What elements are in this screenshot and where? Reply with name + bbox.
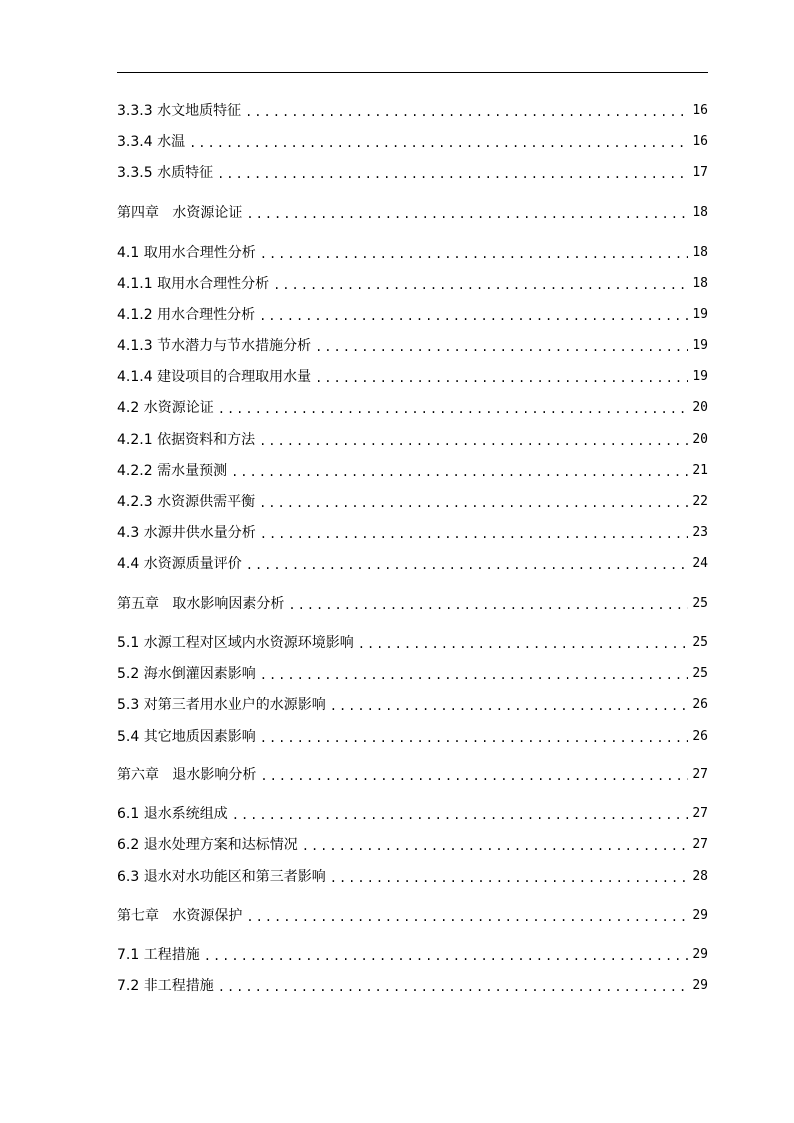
toc-dot-leader — [288, 596, 688, 614]
toc-entry-page: 22 — [692, 494, 708, 509]
toc-entry-title: 7.2 非工程措施 — [117, 978, 214, 994]
toc-entry[interactable] — [117, 101, 708, 121]
toc-entry[interactable] — [117, 163, 708, 183]
toc-entry[interactable] — [117, 243, 708, 263]
toc-chapter-entry[interactable] — [117, 594, 708, 614]
toc-dot-leader — [315, 338, 688, 356]
toc-entry-title: 4.1.2 用水合理性分析 — [117, 307, 256, 323]
toc-dot-leader — [330, 869, 689, 887]
toc-entry-title: 5.4 其它地质因素影响 — [117, 729, 256, 745]
toc-dot-leader — [218, 400, 689, 418]
table-of-contents — [117, 0, 708, 1123]
toc-entry-page: 24 — [692, 556, 708, 571]
toc-entry-page: 25 — [692, 635, 708, 650]
toc-entry-title: 3.3.4 水温 — [117, 134, 186, 150]
toc-dot-leader — [246, 205, 688, 223]
toc-dot-leader — [260, 767, 688, 785]
toc-dot-leader — [273, 276, 688, 294]
toc-entry[interactable] — [117, 695, 708, 715]
toc-entry[interactable] — [117, 523, 708, 543]
toc-dot-leader — [260, 245, 689, 263]
toc-entry-title: 7.1 工程措施 — [117, 947, 200, 963]
toc-dot-leader — [217, 165, 688, 183]
toc-dot-leader — [259, 432, 688, 450]
toc-dot-leader — [315, 369, 688, 387]
toc-entry-title: 第七章 水资源保护 — [117, 908, 243, 924]
toc-entry-page: 16 — [692, 134, 708, 149]
toc-entry-page: 29 — [692, 978, 708, 993]
toc-entry[interactable] — [117, 727, 708, 747]
toc-entry[interactable] — [117, 461, 708, 481]
toc-entry-title: 第四章 水资源论证 — [117, 205, 243, 221]
toc-entry-page: 27 — [692, 767, 708, 782]
toc-dot-leader — [259, 307, 688, 325]
toc-entry[interactable] — [117, 336, 708, 356]
toc-entry-title: 4.2 水资源论证 — [117, 400, 214, 416]
toc-entry[interactable] — [117, 664, 708, 684]
toc-entry-title: 5.2 海水倒灌因素影响 — [117, 666, 256, 682]
toc-entry-title: 4.3 水源井供水量分析 — [117, 525, 256, 541]
toc-entry-page: 20 — [692, 400, 708, 415]
toc-entry-page: 27 — [692, 806, 708, 821]
toc-entry-page: 29 — [692, 908, 708, 923]
toc-entry-page: 18 — [692, 205, 708, 220]
toc-entry-page: 19 — [692, 369, 708, 384]
toc-entry[interactable] — [117, 492, 708, 512]
toc-entry-page: 16 — [692, 103, 708, 118]
toc-dot-leader — [231, 463, 688, 481]
toc-entry[interactable] — [117, 398, 708, 418]
toc-entry-page: 28 — [692, 869, 708, 884]
toc-dot-leader — [260, 525, 689, 543]
toc-entry[interactable] — [117, 554, 708, 574]
toc-dot-leader — [246, 556, 689, 574]
toc-dot-leader — [246, 908, 688, 926]
toc-entry-title: 4.1.4 建设项目的合理取用水量 — [117, 369, 312, 385]
toc-entry-title: 4.4 水资源质量评价 — [117, 556, 242, 572]
toc-entry-page: 26 — [692, 697, 708, 712]
toc-entry-title: 6.2 退水处理方案和达标情况 — [117, 837, 298, 853]
toc-entry-page: 20 — [692, 432, 708, 447]
toc-entry-title: 6.3 退水对水功能区和第三者影响 — [117, 869, 326, 885]
toc-entry-page: 17 — [692, 165, 708, 180]
toc-entry-page: 18 — [692, 276, 708, 291]
toc-entry[interactable] — [117, 633, 708, 653]
toc-entry[interactable] — [117, 305, 708, 325]
toc-entry-page: 18 — [692, 245, 708, 260]
toc-entry[interactable] — [117, 430, 708, 450]
toc-entry-title: 3.3.5 水质特征 — [117, 165, 214, 181]
toc-entry-page: 19 — [692, 338, 708, 353]
toc-entry-page: 29 — [692, 947, 708, 962]
toc-dot-leader — [358, 635, 689, 653]
toc-entry[interactable] — [117, 132, 708, 152]
toc-entry-title: 4.1.3 节水潜力与节水措施分析 — [117, 338, 312, 354]
toc-entry[interactable] — [117, 945, 708, 965]
toc-entry-title: 3.3.3 水文地质特征 — [117, 103, 242, 119]
toc-entry-page: 21 — [692, 463, 708, 478]
toc-entry-title: 5.3 对第三者用水业户的水源影响 — [117, 697, 326, 713]
toc-dot-leader — [232, 806, 689, 824]
toc-dot-leader — [330, 697, 689, 715]
toc-dot-leader — [260, 729, 689, 747]
toc-entry-page: 27 — [692, 837, 708, 852]
toc-dot-leader — [189, 134, 688, 152]
toc-entry-page: 25 — [692, 666, 708, 681]
toc-entry-title: 4.1 取用水合理性分析 — [117, 245, 256, 261]
toc-dot-leader — [260, 666, 689, 684]
toc-dot-leader — [218, 978, 689, 996]
toc-entry[interactable] — [117, 835, 708, 855]
toc-entry[interactable] — [117, 976, 708, 996]
toc-dot-leader — [259, 494, 688, 512]
toc-chapter-entry[interactable] — [117, 765, 708, 785]
toc-chapter-entry[interactable] — [117, 906, 708, 926]
toc-entry-title: 4.1.1 取用水合理性分析 — [117, 276, 270, 292]
toc-entry-title: 5.1 水源工程对区域内水资源环境影响 — [117, 635, 354, 651]
toc-entry-page: 23 — [692, 525, 708, 540]
toc-entry-title: 6.1 退水系统组成 — [117, 806, 228, 822]
toc-entry-title: 第六章 退水影响分析 — [117, 767, 257, 783]
toc-entry-title: 4.2.3 水资源供需平衡 — [117, 494, 256, 510]
toc-dot-leader — [245, 103, 688, 121]
toc-dot-leader — [204, 947, 689, 965]
toc-entry-page: 26 — [692, 729, 708, 744]
toc-entry-title: 4.2.2 需水量预测 — [117, 463, 228, 479]
toc-entry-page: 19 — [692, 307, 708, 322]
toc-entry-title: 第五章 取水影响因素分析 — [117, 596, 285, 612]
toc-entry[interactable] — [117, 867, 708, 887]
toc-entry[interactable] — [117, 804, 708, 824]
toc-entry[interactable] — [117, 367, 708, 387]
toc-chapter-entry[interactable] — [117, 203, 708, 223]
toc-entry[interactable] — [117, 274, 708, 294]
toc-dot-leader — [302, 837, 689, 855]
toc-entry-page: 25 — [692, 596, 708, 611]
toc-entry-title: 4.2.1 依据资料和方法 — [117, 432, 256, 448]
